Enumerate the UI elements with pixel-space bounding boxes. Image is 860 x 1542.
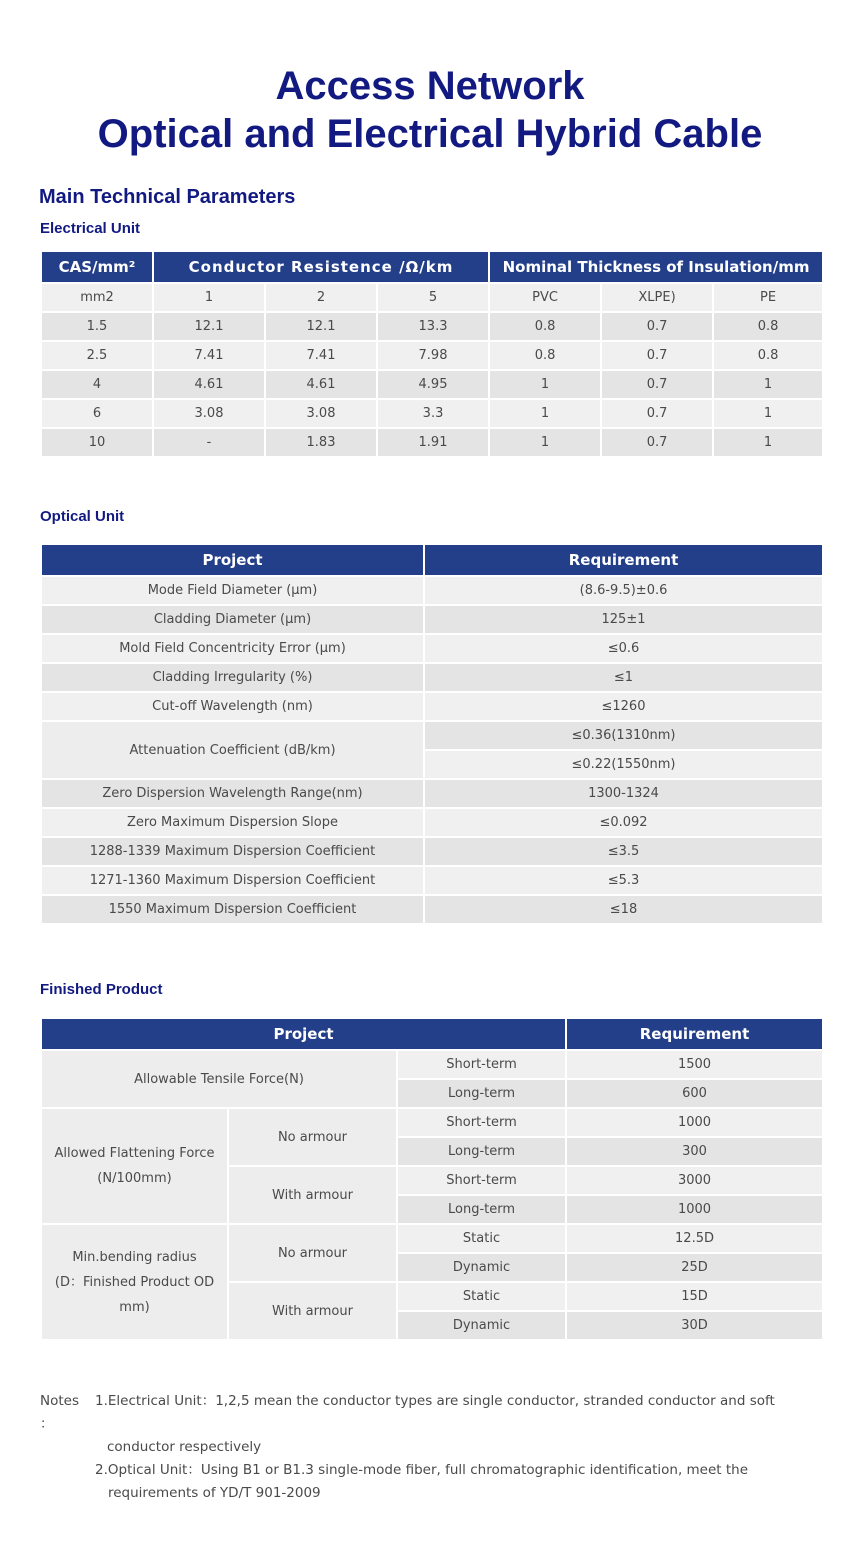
table-cell: PE [713, 283, 823, 312]
notes [40, 1390, 800, 1505]
table-cell: 6 [41, 399, 153, 428]
table-row [41, 866, 823, 895]
table-row [41, 779, 823, 808]
table-cell: 1.91 [377, 428, 489, 457]
term-cell: Static [397, 1282, 566, 1311]
table-row [41, 341, 823, 370]
tensile-force-label: Allowable Tensile Force(N) [41, 1050, 397, 1108]
term-cell: Short-term [397, 1166, 566, 1195]
table-cell: 3.3 [377, 399, 489, 428]
table-row [41, 721, 823, 750]
table-cell: 0.7 [601, 312, 713, 341]
note-1-line-1: 1.Electrical Unit：1,2,5 mean the conductor types are single conductor, stranded conductor and soft [95, 1393, 775, 1409]
term-cell: Long-term [397, 1137, 566, 1166]
armour-label: With armour [228, 1166, 397, 1224]
param-value: 1300-1324 [424, 779, 823, 808]
note-1-continuation [40, 1436, 800, 1459]
table-cell: 2 [265, 283, 377, 312]
electrical-unit-table [40, 250, 824, 458]
param-name: Mold Field Concentricity Error (μm) [41, 634, 424, 663]
note-2-line-2: requirements of YD/T 901-2009 [108, 1485, 321, 1501]
header-project: Project [41, 1018, 566, 1050]
table-cell: 5 [377, 283, 489, 312]
bending-label-line2: (D：Finished Product OD mm) [54, 1274, 215, 1315]
armour-label: No armour [228, 1224, 397, 1282]
table-cell: 1 [713, 399, 823, 428]
table-row [41, 634, 823, 663]
term-cell: Dynamic [397, 1311, 566, 1340]
table-row [41, 1108, 823, 1137]
table-cell: 4.61 [265, 370, 377, 399]
param-value: 125±1 [424, 605, 823, 634]
value-cell: 1500 [566, 1050, 823, 1079]
flattening-label-line2: (N/100mm) [97, 1171, 172, 1186]
table-cell: 0.8 [713, 341, 823, 370]
table-cell: 4.61 [153, 370, 265, 399]
title-line-1: Access Network [275, 64, 585, 108]
flattening-force-label [41, 1108, 228, 1224]
param-value: (8.6-9.5)±0.6 [424, 576, 823, 605]
bending-radius-label [41, 1224, 228, 1340]
header-conductor-resistance: Conductor Resistence /Ω/km [153, 251, 489, 283]
table-cell: 7.41 [153, 341, 265, 370]
param-name: 1550 Maximum Dispersion Coefficient [41, 895, 424, 924]
table-cell: 1 [489, 399, 601, 428]
table-row [41, 837, 823, 866]
param-name: 1288-1339 Maximum Dispersion Coefficient [41, 837, 424, 866]
note-2 [40, 1459, 800, 1482]
table-row [41, 428, 823, 457]
value-cell: 12.5D [566, 1224, 823, 1253]
value-cell: 600 [566, 1079, 823, 1108]
table-cell: 0.8 [489, 312, 601, 341]
param-value: ≤1 [424, 663, 823, 692]
table-row [41, 312, 823, 341]
table-cell: 7.98 [377, 341, 489, 370]
table-row [41, 692, 823, 721]
value-cell: 1000 [566, 1108, 823, 1137]
param-value: ≤0.22(1550nm) [424, 750, 823, 779]
note-2-line-1: 2.Optical Unit：Using B1 or B1.3 single-mode fiber, full chromatographic identification, meet the [95, 1462, 749, 1478]
table-cell: 12.1 [265, 312, 377, 341]
table-cell: 12.1 [153, 312, 265, 341]
param-name: Zero Dispersion Wavelength Range(nm) [41, 779, 424, 808]
term-cell: Long-term [397, 1079, 566, 1108]
table-row [41, 663, 823, 692]
table-row [41, 895, 823, 924]
page-title [0, 62, 860, 158]
term-cell: Static [397, 1224, 566, 1253]
param-value: ≤3.5 [424, 837, 823, 866]
table-cell: 0.7 [601, 399, 713, 428]
table-row [41, 283, 823, 312]
param-value: ≤0.36(1310nm) [424, 721, 823, 750]
finished-product-table [40, 1017, 824, 1341]
term-cell: Short-term [397, 1050, 566, 1079]
table-cell: 3.08 [153, 399, 265, 428]
table-cell: 0.7 [601, 428, 713, 457]
table-cell: 1 [713, 428, 823, 457]
header-requirement: Requirement [424, 544, 823, 576]
note-1-line-2: conductor respectively [107, 1439, 262, 1455]
param-name: Cladding Diameter (μm) [41, 605, 424, 634]
table-cell: 1 [489, 428, 601, 457]
param-value: ≤18 [424, 895, 823, 924]
title-line-2: Optical and Electrical Hybrid Cable [97, 112, 763, 156]
param-value: ≤0.6 [424, 634, 823, 663]
value-cell: 3000 [566, 1166, 823, 1195]
table-cell: 4.95 [377, 370, 489, 399]
table-cell: 2.5 [41, 341, 153, 370]
armour-label: With armour [228, 1282, 397, 1340]
table-cell: XLPE) [601, 283, 713, 312]
table-row [41, 370, 823, 399]
table-row [41, 576, 823, 605]
value-cell: 30D [566, 1311, 823, 1340]
param-value: ≤0.092 [424, 808, 823, 837]
param-name-attenuation: Attenuation Coefficient (dB/km) [41, 721, 424, 779]
param-value: ≤1260 [424, 692, 823, 721]
bending-label-line1: Min.bending radius [72, 1249, 197, 1265]
table-row [41, 605, 823, 634]
optical-unit-heading: Optical Unit [40, 508, 125, 525]
term-cell: Long-term [397, 1195, 566, 1224]
table-row [41, 808, 823, 837]
armour-label: No armour [228, 1108, 397, 1166]
finished-product-heading: Finished Product [40, 981, 163, 998]
table-cell: PVC [489, 283, 601, 312]
header-cas: CAS/mm² [41, 251, 153, 283]
optical-unit-table [40, 543, 824, 925]
param-name: Zero Maximum Dispersion Slope [41, 808, 424, 837]
table-cell: 0.8 [489, 341, 601, 370]
table-cell: 1.5 [41, 312, 153, 341]
value-cell: 1000 [566, 1195, 823, 1224]
header-requirement: Requirement [566, 1018, 823, 1050]
header-project: Project [41, 544, 424, 576]
table-cell: 1 [489, 370, 601, 399]
table-cell: mm2 [41, 283, 153, 312]
param-name: 1271-1360 Maximum Dispersion Coefficient [41, 866, 424, 895]
term-cell: Dynamic [397, 1253, 566, 1282]
table-cell: 13.3 [377, 312, 489, 341]
table-cell: 0.7 [601, 341, 713, 370]
table-cell: 7.41 [265, 341, 377, 370]
table-cell: 10 [41, 428, 153, 457]
table-cell: 4 [41, 370, 153, 399]
param-name: Cladding Irregularity (%) [41, 663, 424, 692]
electrical-unit-heading: Electrical Unit [40, 220, 141, 237]
table-cell: 0.7 [601, 370, 713, 399]
param-name: Cut-off Wavelength (nm) [41, 692, 424, 721]
value-cell: 25D [566, 1253, 823, 1282]
flattening-label-line1: Allowed Flattening Force [54, 1146, 215, 1161]
table-row [41, 1050, 823, 1079]
note-2-continuation [40, 1482, 800, 1505]
table-cell: 0.8 [713, 312, 823, 341]
section-title: Main Technical Parameters [39, 186, 296, 208]
header-insulation-thickness: Nominal Thickness of Insulation/mm [489, 251, 823, 283]
value-cell: 15D [566, 1282, 823, 1311]
term-cell: Short-term [397, 1108, 566, 1137]
table-row [41, 399, 823, 428]
table-cell: 1.83 [265, 428, 377, 457]
param-name: Mode Field Diameter (μm) [41, 576, 424, 605]
table-cell: - [153, 428, 265, 457]
table-cell: 3.08 [265, 399, 377, 428]
table-cell: 1 [153, 283, 265, 312]
table-row [41, 1224, 823, 1253]
param-value: ≤5.3 [424, 866, 823, 895]
table-cell: 1 [713, 370, 823, 399]
note-1 [40, 1390, 800, 1436]
value-cell: 300 [566, 1137, 823, 1166]
notes-label: Notes ： [40, 1393, 79, 1432]
